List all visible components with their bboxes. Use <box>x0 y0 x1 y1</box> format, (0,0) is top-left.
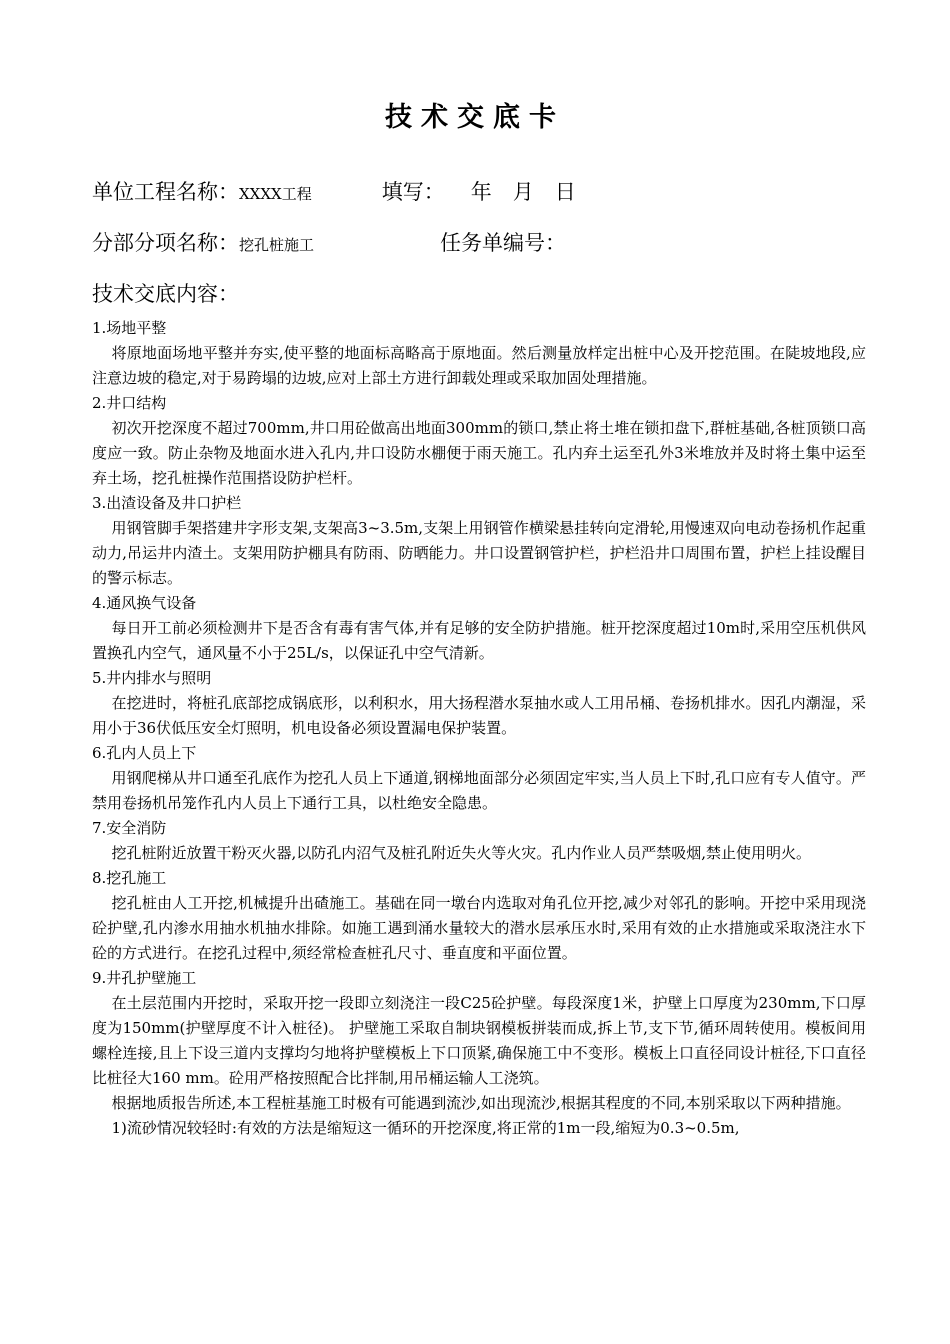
meta-row-sub-project <box>92 229 566 259</box>
section-heading: 2.井口结构 <box>92 394 167 412</box>
section-paragraph: 1)流砂情况较轻时:有效的方法是缩短这一循环的开挖深度,将正常的1m一段,缩短为0.3~0.5m, <box>111 1119 740 1137</box>
sub-project-label: 分部分项名称： <box>92 231 239 255</box>
section-paragraph: 在土层范围内开挖时，采取开挖一段即立刻浇注一段C25砼护壁。每段深度1米，护壁上口厚度为230mm,下口厚度为150mm(护壁厚度不计入桩径)。 护壁施工采取自制块钢模板拼装而成,拆上节,支下节,循环周转使用。模板间用螺栓连接,且上下设三道内支撑均匀地将护壁模板上下口顶紧,确保施工中不变形。模板上口直径同设计桩径,下口直径比桩径大160 mm。砼用严格按照配合比拌制,用吊桶运输人工浇筑。 <box>92 994 866 1087</box>
section-heading: 1.场地平整 <box>92 319 167 337</box>
section-paragraph: 根据地质报告所述,本工程桩基施工时极有可能遇到流沙,如出现流沙,根据其程度的不同,本别采取以下两种措施。 <box>111 1094 851 1112</box>
section-heading: 9.井孔护壁施工 <box>92 969 197 987</box>
section-heading: 5.井内排水与照明 <box>92 669 212 687</box>
section-heading: 3.出渣设备及井口护栏 <box>92 494 242 512</box>
content-heading: 技术交底内容： <box>92 282 239 306</box>
document-title: 技术交底卡 <box>385 102 565 133</box>
section-heading: 4.通风换气设备 <box>92 594 197 612</box>
section-paragraph: 初次开挖深度不超过700mm,井口用砼做高出地面300mm的锁口,禁止将土堆在锁扣盘下,群桩基础,各桩顶锁口高度应一致。防止杂物及地面水进入孔内,井口设防水棚便于雨天施工。孔内弃土运至孔外3米堆放并及时将土集中运至弃土场，挖孔桩操作范围搭设防护栏杆。 <box>92 419 866 487</box>
section-paragraph: 挖孔桩附近放置干粉灭火器,以防孔内沼气及桩孔附近失火等火灾。孔内作业人员严禁吸烟,禁止使用明火。 <box>111 844 812 862</box>
section-heading: 6.孔内人员上下 <box>92 744 197 762</box>
fill-label: 填写： <box>381 180 445 204</box>
section-heading: 8.挖孔施工 <box>92 869 167 887</box>
section-paragraph: 挖孔桩由人工开挖,机械提升出碴施工。基础在同一墩台内选取对角孔位开挖,减少对邻孔的影响。开挖中采用现浇砼护壁,孔内渗水用抽水机抽水排除。如施工遇到涌水量较大的潜水层承压水时,采用有效的止水措施或采取浇注水下砼的方式进行。在挖孔过程中,须经常检查桩孔尺寸、垂直度和平面位置。 <box>92 894 866 962</box>
sub-project-value: 挖孔桩施工 <box>239 236 315 254</box>
section-paragraph: 每日开工前必须检测井下是否含有毒有害气体,并有足够的安全防护措施。桩开挖深度超过10m时,采用空压机供风置换孔内空气，通风量不小于25L/s，以保证孔中空气清新。 <box>92 619 866 662</box>
section-paragraph: 在挖进时，将桩孔底部挖成锅底形，以利积水，用大扬程潜水泵抽水或人工用吊桶、卷扬机排水。因孔内潮湿，采用小于36伏低压安全灯照明，机电设备必须设置漏电保护装置。 <box>92 694 866 737</box>
section-paragraph: 将原地面场地平整并夯实,使平整的地面标高略高于原地面。然后测量放样定出桩中心及开挖范围。在陡坡地段,应注意边坡的稳定,对于易跨塌的边坡,应对上部土方进行卸载处理或采取加固处理措施。 <box>92 344 866 387</box>
unit-project-value: XXXX工程 <box>239 185 312 203</box>
section-paragraph: 用钢管脚手架搭建井字形支架,支架高3~3.5m,支架上用钢管作横梁悬挂转向定滑轮,用慢速双向电动卷扬机作起重动力,吊运井内渣土。支架用防护棚具有防雨、防晒能力。井口设置钢管护栏，护栏沿井口周围布置，护栏上挂设醒目的警示标志。 <box>92 519 866 587</box>
meta-row-unit-project <box>92 178 576 208</box>
task-number-label: 任务单编号： <box>440 231 567 255</box>
date-text: 年 月 日 <box>470 180 576 204</box>
section-paragraph: 用钢爬梯从井口通至孔底作为挖孔人员上下通道,钢梯地面部分必须固定牢实,当人员上下时,孔口应有专人值守。严禁用卷扬机吊笼作孔内人员上下通行工具，以杜绝安全隐患。 <box>92 769 866 812</box>
disclosure-content <box>92 316 866 1141</box>
section-heading: 7.安全消防 <box>92 819 167 837</box>
unit-project-label: 单位工程名称： <box>92 180 239 204</box>
